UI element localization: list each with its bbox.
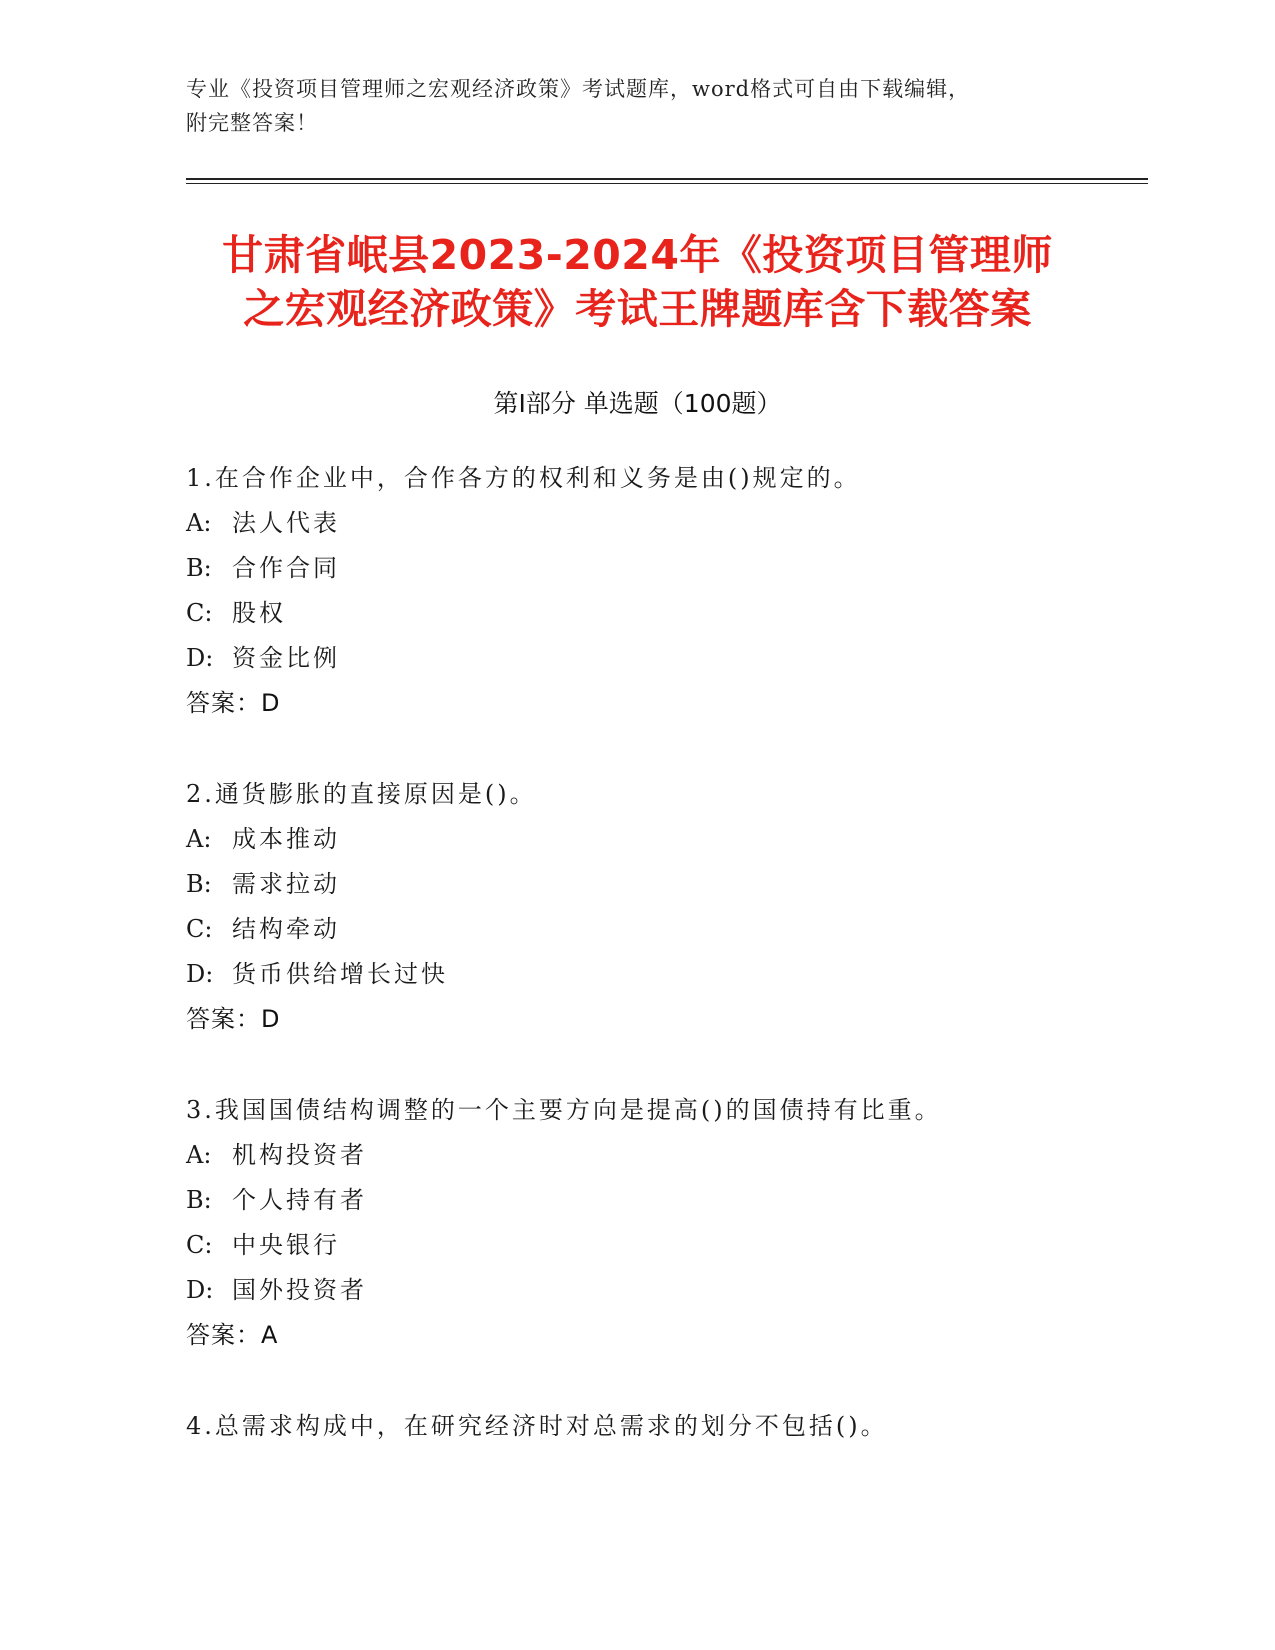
option-key: B: xyxy=(186,554,212,582)
option-text: 股权 xyxy=(232,599,286,627)
option-text: 成本推动 xyxy=(232,825,340,853)
question-stem: 2.通货膨胀的直接原因是()。 xyxy=(186,780,537,808)
question-stem: 3.我国国债结构调整的一个主要方向是提高()的国债持有比重。 xyxy=(186,1096,942,1124)
answer: 答案：D xyxy=(186,1005,281,1033)
question-stem: 4.总需求构成中，在研究经济时对总需求的划分不包括()。 xyxy=(186,1412,888,1440)
option-text: 个人持有者 xyxy=(232,1186,367,1214)
option-text: 法人代表 xyxy=(232,509,340,537)
option-key: B: xyxy=(186,870,212,898)
option-d xyxy=(186,952,1186,997)
option-key: C: xyxy=(186,1231,213,1259)
option-key: A: xyxy=(186,825,212,853)
option-key: D: xyxy=(186,960,214,988)
header-divider-thin xyxy=(186,183,1148,184)
option-c xyxy=(186,907,1186,952)
option-key: A: xyxy=(186,1141,212,1169)
header-note xyxy=(186,72,1086,140)
option-text: 机构投资者 xyxy=(232,1141,367,1169)
answer: 答案：A xyxy=(186,1321,279,1349)
document-title-line-2: 之宏观经济政策》考试王牌题库含下载答案 xyxy=(243,285,1032,333)
header-divider-thick xyxy=(186,178,1148,180)
option-a xyxy=(186,501,1186,546)
section-heading: 第Ⅰ部分 单选题（100题） xyxy=(493,389,782,418)
option-d xyxy=(186,1268,1186,1313)
option-b xyxy=(186,1178,1186,1223)
option-c xyxy=(186,1223,1186,1268)
option-key: A: xyxy=(186,509,212,537)
option-d xyxy=(186,636,1186,681)
question-1 xyxy=(186,456,1186,726)
question-2 xyxy=(186,772,1186,1042)
answer: 答案：D xyxy=(186,689,281,717)
option-key: D: xyxy=(186,644,214,672)
question-stem: 1.在合作企业中，合作各方的权利和义务是由()规定的。 xyxy=(186,464,861,492)
header-note-line-1: 专业《投资项目管理师之宏观经济政策》考试题库，word格式可自由下载编辑， xyxy=(186,77,971,101)
option-text: 资金比例 xyxy=(232,644,340,672)
option-text: 中央银行 xyxy=(232,1231,340,1259)
document-title-line-1: 甘肃省岷县2023-2024年《投资项目管理师 xyxy=(222,231,1053,279)
option-text: 国外投资者 xyxy=(232,1276,367,1304)
option-text: 货币供给增长过快 xyxy=(232,960,448,988)
option-key: C: xyxy=(186,599,213,627)
option-text: 合作合同 xyxy=(232,554,340,582)
question-4 xyxy=(186,1404,1186,1449)
option-a xyxy=(186,1133,1186,1178)
option-b xyxy=(186,862,1186,907)
question-3 xyxy=(186,1088,1186,1358)
option-key: D: xyxy=(186,1276,214,1304)
header-note-line-2: 附完整答案！ xyxy=(186,111,318,135)
option-text: 结构牵动 xyxy=(232,915,340,943)
option-b xyxy=(186,546,1186,591)
document-title xyxy=(0,228,1275,336)
option-a xyxy=(186,817,1186,862)
option-key: B: xyxy=(186,1186,212,1214)
option-key: C: xyxy=(186,915,213,943)
option-text: 需求拉动 xyxy=(232,870,340,898)
option-c xyxy=(186,591,1186,636)
